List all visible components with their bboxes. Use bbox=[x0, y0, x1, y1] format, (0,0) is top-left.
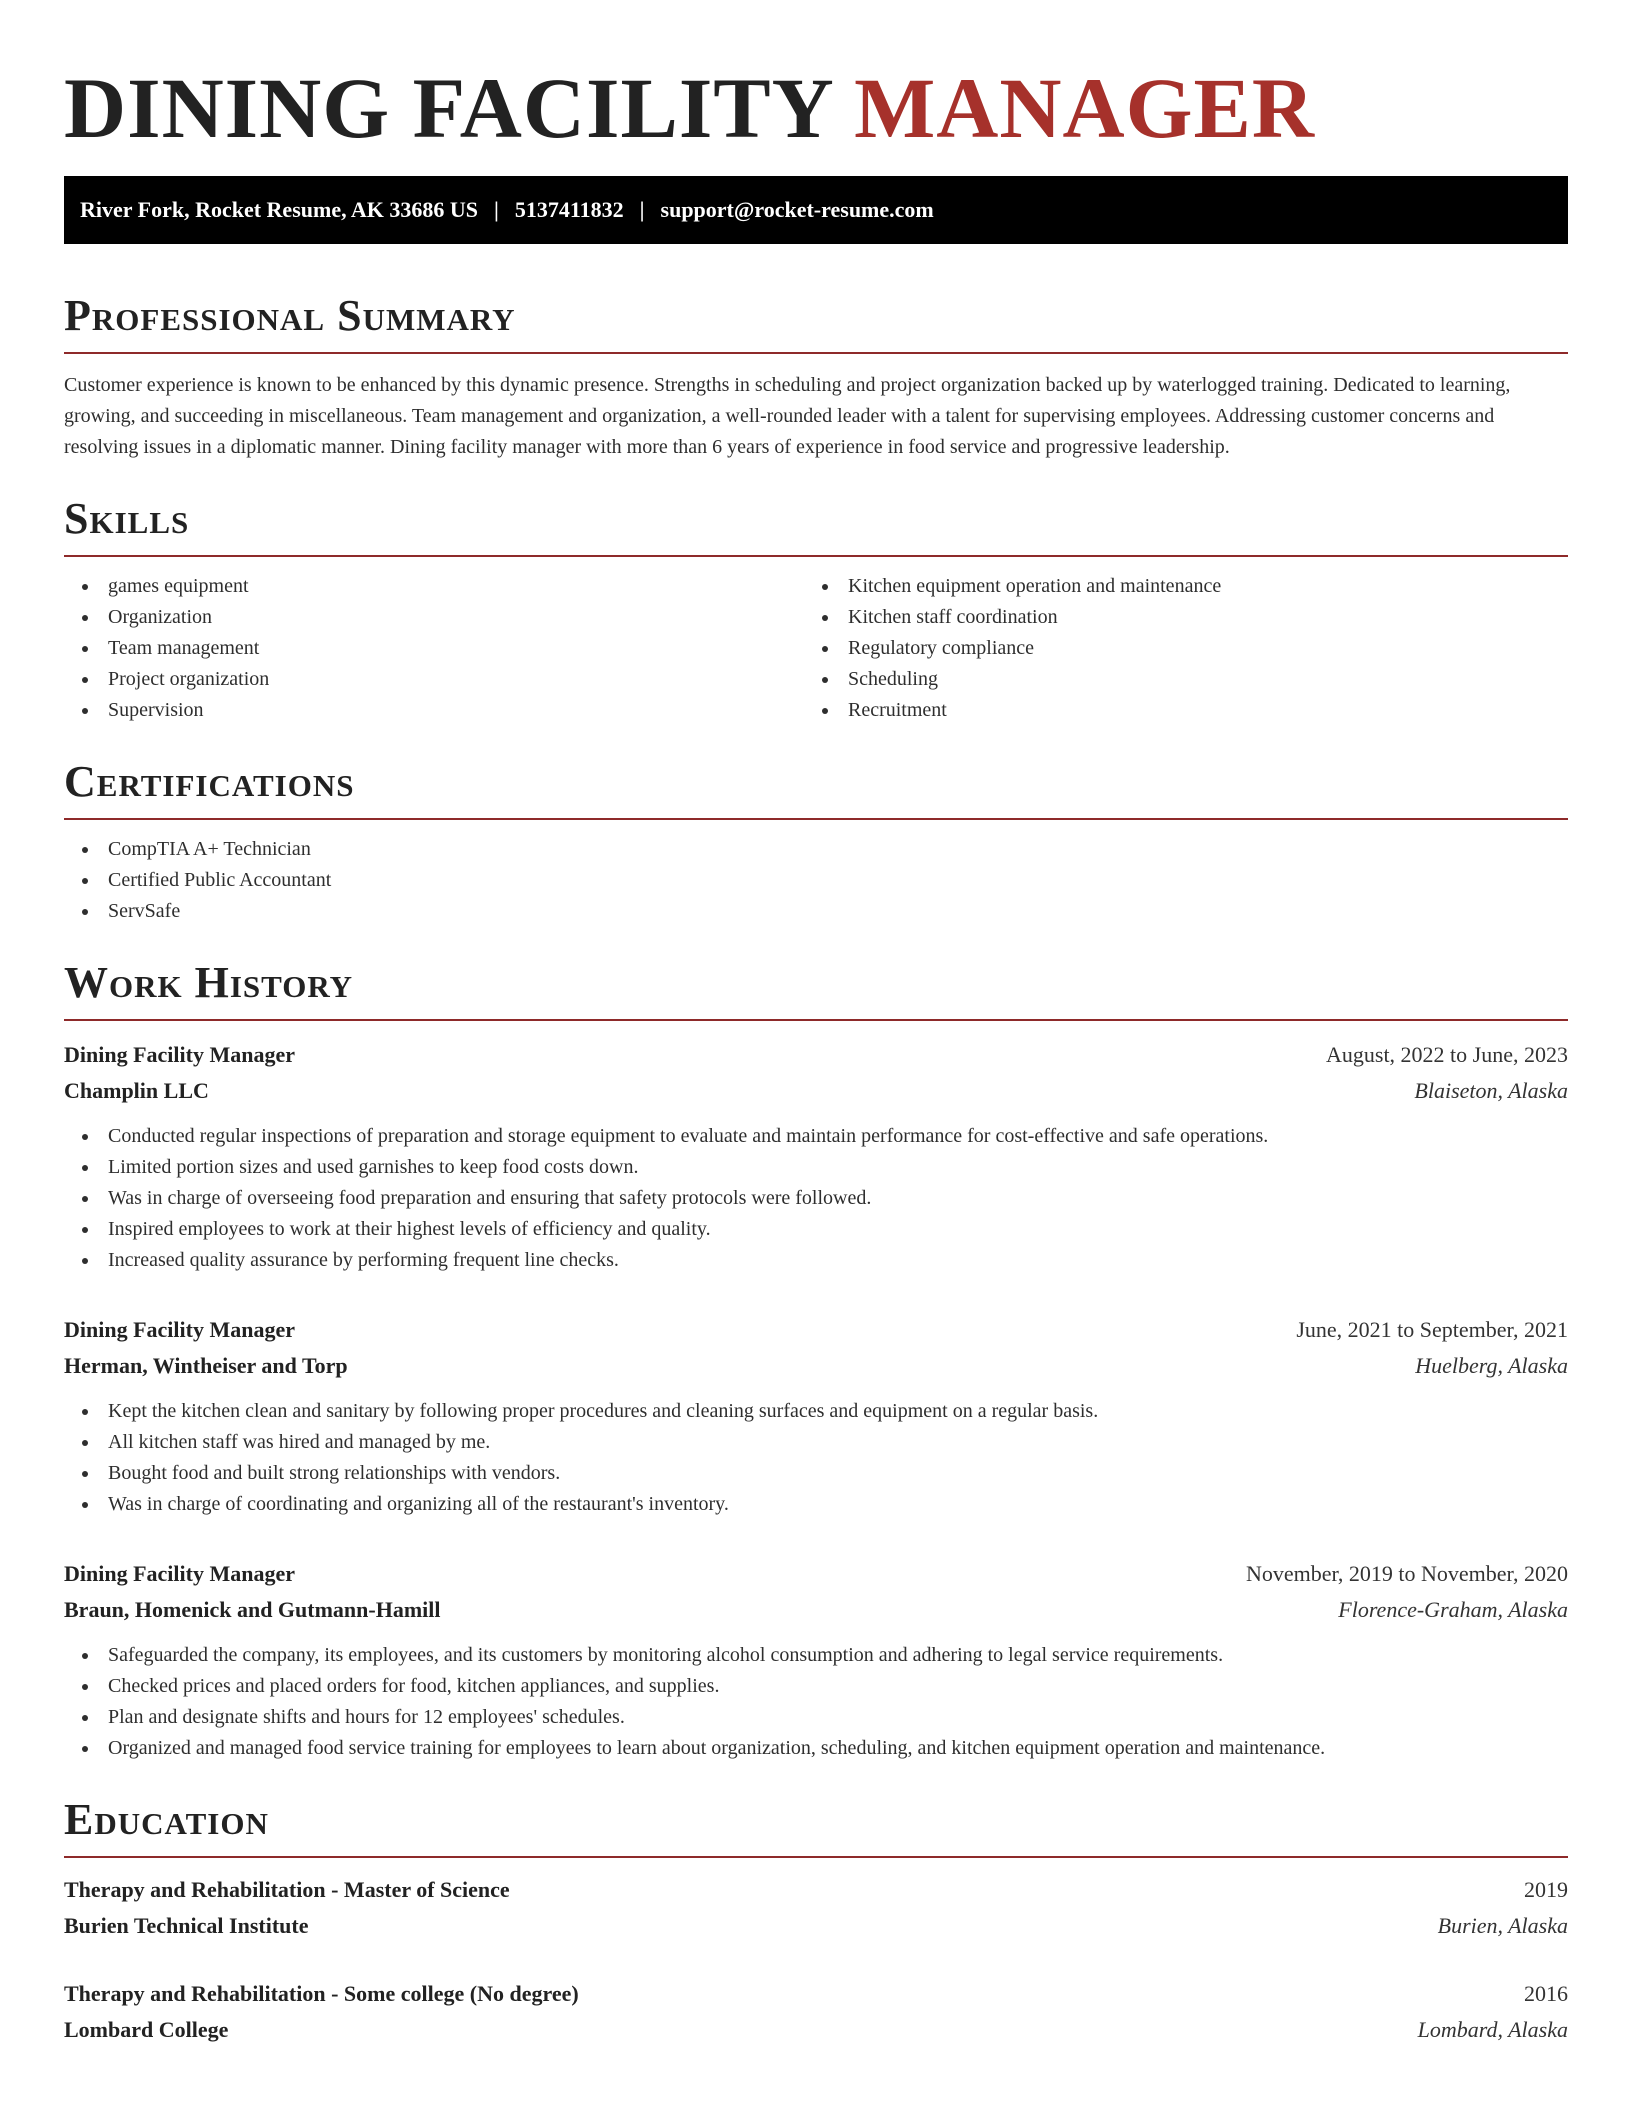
job-bullet: Was in charge of coordinating and organizing all of the restaurant's inventory. bbox=[64, 1489, 1568, 1520]
section-title-summary: Professional Summary bbox=[64, 291, 516, 340]
job-role: Dining Facility Manager bbox=[64, 1561, 295, 1586]
section-title-skills: Skills bbox=[64, 494, 190, 543]
skill-item: Regulatory compliance bbox=[804, 633, 1544, 664]
skill-item: Project organization bbox=[64, 664, 804, 695]
job-bullets bbox=[64, 1121, 1568, 1276]
job-company-row bbox=[64, 1348, 1568, 1384]
job-bullet: All kitchen staff was hired and managed by me. bbox=[64, 1427, 1568, 1458]
education-header-row bbox=[64, 1976, 1568, 2012]
contact-email: support@rocket-resume.com bbox=[660, 197, 934, 222]
education-school-row bbox=[64, 1908, 1568, 1944]
job-bullet: Was in charge of overseeing food preparation and ensuring that safety protocols were followed. bbox=[64, 1183, 1568, 1214]
job-company-row bbox=[64, 1592, 1568, 1628]
work-history-section bbox=[64, 957, 1568, 1764]
job-dates: August, 2022 to June, 2023 bbox=[1326, 1042, 1568, 1067]
job-dates: November, 2019 to November, 2020 bbox=[1245, 1561, 1568, 1586]
summary-section bbox=[64, 290, 1568, 463]
job-company: Braun, Homenick and Gutmann-Hamill bbox=[64, 1597, 441, 1622]
certification-item: ServSafe bbox=[64, 896, 1568, 927]
job-role: Dining Facility Manager bbox=[64, 1042, 295, 1067]
skill-item: Team management bbox=[64, 633, 804, 664]
job-bullet: Limited portion sizes and used garnishes to keep food costs down. bbox=[64, 1152, 1568, 1183]
contact-bar bbox=[64, 176, 1568, 244]
education-degree: Therapy and Rehabilitation - Some college (No degree) bbox=[64, 1981, 579, 2006]
job-entry bbox=[64, 1037, 1568, 1276]
job-company: Herman, Wintheiser and Torp bbox=[64, 1353, 348, 1378]
job-bullet: Organized and managed food service training for employees to learn about organization, scheduling, and kitchen equipment operation and maintenance. bbox=[64, 1733, 1568, 1764]
job-bullet: Plan and designate shifts and hours for 12 employees' schedules. bbox=[64, 1702, 1568, 1733]
certifications-list bbox=[64, 834, 1568, 927]
job-role: Dining Facility Manager bbox=[64, 1317, 295, 1342]
job-bullet: Increased quality assurance by performing frequent line checks. bbox=[64, 1245, 1568, 1276]
job-dates: June, 2021 to September, 2021 bbox=[1296, 1317, 1568, 1342]
certification-item: CompTIA A+ Technician bbox=[64, 834, 1568, 865]
contact-address: River Fork, Rocket Resume, AK 33686 US bbox=[80, 197, 478, 222]
job-company: Champlin LLC bbox=[64, 1078, 209, 1103]
section-title-work-history: Work History bbox=[64, 958, 354, 1007]
name-part-primary: DINING FACILITY bbox=[64, 60, 832, 156]
education-section bbox=[64, 1794, 1568, 2048]
skill-item: games equipment bbox=[64, 571, 804, 602]
job-bullet: Bought food and built strong relationships with vendors. bbox=[64, 1458, 1568, 1489]
job-header-row bbox=[64, 1556, 1568, 1592]
section-divider bbox=[64, 818, 1568, 820]
certification-item: Certified Public Accountant bbox=[64, 865, 1568, 896]
education-entry bbox=[64, 1872, 1568, 1944]
skills-list-left bbox=[64, 571, 804, 726]
education-header-row bbox=[64, 1872, 1568, 1908]
summary-text: Customer experience is known to be enhanced by this dynamic presence. Strengths in scheduling and project organization backed up by waterlogged training. Dedicated to learning, growing, and succeeding in miscellaneous. Team management and organization, a well-rounded leader with a talent for supervising employees. Addressing customer concerns and resolving issues in a diplomatic manner. Dining facility manager with more than 6 years of experience in food service and progressive leadership. bbox=[64, 374, 1511, 458]
job-bullet: Inspired employees to work at their highest levels of efficiency and quality. bbox=[64, 1214, 1568, 1245]
job-location: Blaiseton, Alaska bbox=[1414, 1078, 1568, 1103]
job-header-row bbox=[64, 1037, 1568, 1073]
skills-section bbox=[64, 493, 1568, 726]
education-school: Burien Technical Institute bbox=[64, 1913, 309, 1938]
job-entry bbox=[64, 1312, 1568, 1520]
section-title-education: Education bbox=[64, 1795, 269, 1844]
section-divider bbox=[64, 555, 1568, 557]
job-bullet: Conducted regular inspections of preparation and storage equipment to evaluate and maintain performance for cost-effective and safe operations. bbox=[64, 1121, 1568, 1152]
skill-item: Recruitment bbox=[804, 695, 1544, 726]
skill-item: Scheduling bbox=[804, 664, 1544, 695]
skill-item: Kitchen equipment operation and maintenance bbox=[804, 571, 1544, 602]
contact-separator: | bbox=[639, 197, 645, 222]
education-degree: Therapy and Rehabilitation - Master of Science bbox=[64, 1877, 510, 1902]
resume-name-heading bbox=[64, 60, 1568, 156]
section-divider bbox=[64, 1019, 1568, 1021]
education-location: Burien, Alaska bbox=[1437, 1913, 1568, 1938]
section-divider bbox=[64, 1856, 1568, 1858]
contact-phone: 5137411832 bbox=[514, 197, 624, 222]
job-location: Florence-Graham, Alaska bbox=[1338, 1597, 1568, 1622]
job-location: Huelberg, Alaska bbox=[1415, 1353, 1568, 1378]
education-school-row bbox=[64, 2012, 1568, 2048]
job-entry bbox=[64, 1556, 1568, 1764]
job-bullet: Safeguarded the company, its employees, and its customers by monitoring alcohol consumption and adhering to legal service requirements. bbox=[64, 1640, 1568, 1671]
section-title-certifications: Certifications bbox=[64, 757, 355, 806]
education-school: Lombard College bbox=[64, 2017, 229, 2042]
education-entry bbox=[64, 1976, 1568, 2048]
skill-item: Supervision bbox=[64, 695, 804, 726]
job-company-row bbox=[64, 1073, 1568, 1109]
skill-item: Kitchen staff coordination bbox=[804, 602, 1544, 633]
education-year: 2016 bbox=[1524, 1981, 1568, 2006]
skills-grid bbox=[64, 571, 1568, 726]
job-bullet: Checked prices and placed orders for food, kitchen appliances, and supplies. bbox=[64, 1671, 1568, 1702]
section-divider bbox=[64, 352, 1568, 354]
name-part-accent: MANAGER bbox=[854, 60, 1315, 156]
job-bullets bbox=[64, 1640, 1568, 1764]
job-header-row bbox=[64, 1312, 1568, 1348]
job-bullet: Kept the kitchen clean and sanitary by following proper procedures and cleaning surfaces and equipment on a regular basis. bbox=[64, 1396, 1568, 1427]
education-location: Lombard, Alaska bbox=[1417, 2017, 1568, 2042]
skills-list-right bbox=[804, 571, 1544, 726]
education-year: 2019 bbox=[1524, 1877, 1568, 1902]
certifications-section bbox=[64, 756, 1568, 927]
contact-separator: | bbox=[494, 197, 499, 222]
skill-item: Organization bbox=[64, 602, 804, 633]
job-bullets bbox=[64, 1396, 1568, 1520]
